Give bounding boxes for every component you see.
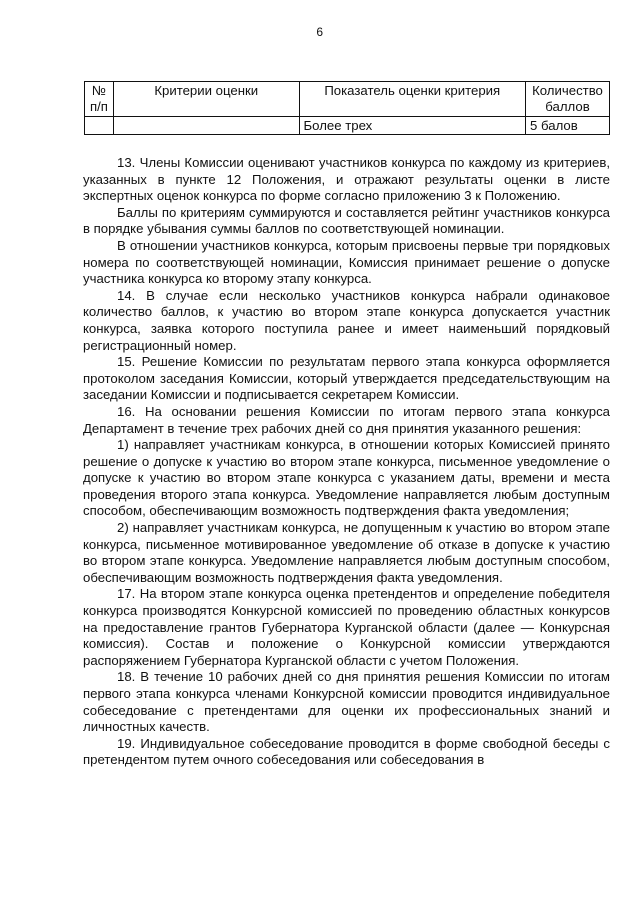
paragraph-16-item-1: 1) направляет участникам конкурса, в отношении которых Комиссией принято решение о допуске к участию во втором этапе конкурса, письменное уведомление о допуске к участию во втором этапе конкурса с указанием даты, времени и места проведения второго этапа конкурса. Уведомление направляется любым доступным способом, обеспечивающим возможность подтверждения факта уведомления; [83, 437, 610, 519]
paragraph-17: 17. На втором этапе конкурса оценка претендентов и определение победителя конкурса производятся Конкурсной комиссией по проведению областных конкурсов на предоставление грантов Губернатора Курганской области (далее — Конкурсная комиссия). Состав и положение о Конкурсной комиссии утверждаются распоряжением Губернатора Курганской области с учетом Положения. [83, 586, 610, 668]
paragraph-18: 18. В течение 10 рабочих дней со дня принятия решения Комиссии по итогам первого этапа конкурса членами Конкурсной комиссии проводится индивидуальное собеседование с претендентами для оценки их профессиональных знаний и личностных качеств. [83, 669, 610, 735]
document-body [83, 155, 610, 769]
column-header-points: Количество баллов [525, 82, 609, 117]
paragraph-13: 13. Члены Комиссии оценивают участников конкурса по каждому из критериев, указанных в пункте 12 Положения, и отражают результаты оценки в листе экспертных оценок конкурса по форме согласно приложению 3 к Положению. [83, 155, 610, 204]
table-header-row [85, 82, 610, 117]
column-header-indicator: Показатель оценки критерия [299, 82, 525, 117]
criteria-table [84, 81, 610, 135]
paragraph-16-item-2: 2) направляет участникам конкурса, не допущенным к участию во втором этапе конкурса, письменное мотивированное уведомление об отказе в допуске к участию во втором этапе конкурса. Уведомление направляется любым доступным способом, обеспечивающим возможность подтверждения факта уведомления. [83, 520, 610, 585]
column-header-criteria: Критерии оценки [113, 82, 299, 117]
table-cell: 5 балов [525, 117, 609, 135]
paragraph-19: 19. Индивидуальное собеседование проводится в форме свободной беседы с претендентом путем очного собеседования или собеседования в [83, 735, 610, 768]
column-header-number: № п/п [85, 82, 114, 117]
paragraph-15: 15. Решение Комиссии по результатам первого этапа конкурса оформляется протоколом заседания Комиссии, который утверждается председательствующим на заседании Комиссии и подписывается секретарем Комиссии. [83, 354, 610, 403]
paragraph-13-admission: В отношении участников конкурса, которым присвоены первые три порядковых номера по соответствующей номинации, Комиссия принимает решение о допуске участника конкурса ко второму этапу конкурса. [83, 237, 610, 287]
table-cell: Более трех [299, 117, 525, 135]
table-row [85, 117, 610, 135]
table-cell [85, 117, 114, 135]
page-number: 6 [316, 25, 324, 39]
paragraph-16: 16. На основании решения Комиссии по итогам первого этапа конкурса Департамент в течение трех рабочих дней со дня принятия указанного решения: [83, 403, 610, 436]
paragraph-13-scores: Баллы по критериям суммируются и составляется рейтинг участников конкурса в порядке убывания суммы баллов по соответствующей номинации. [83, 204, 610, 237]
table-cell [113, 117, 299, 135]
paragraph-14: 14. В случае если несколько участников конкурса набрали одинаковое количество баллов, к участию во втором этапе конкурса допускается участник конкурса, заявка которого поступила ранее и имеет наименьший порядковый регистрационный номер. [83, 287, 610, 353]
